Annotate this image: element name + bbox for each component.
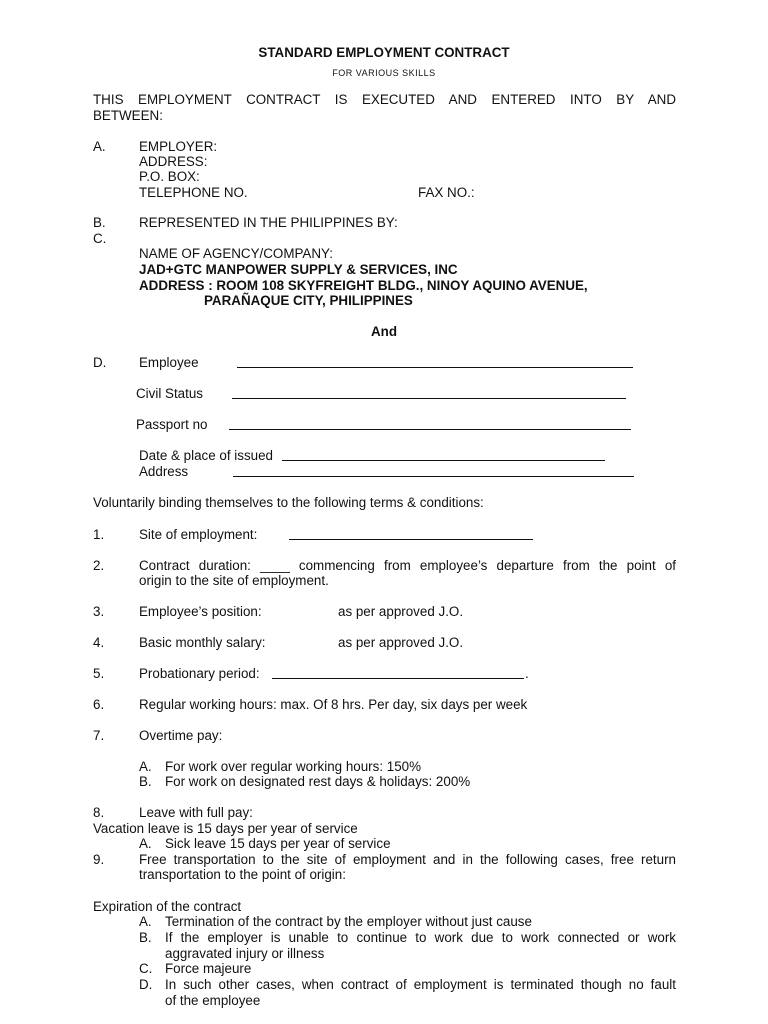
sick-leave-letter: A. [139, 836, 152, 851]
expiration-d-line-2: of the employee [165, 993, 261, 1008]
address-field[interactable] [233, 464, 634, 481]
term-7-number: 7. [93, 728, 105, 743]
overtime-b-letter: B. [139, 774, 152, 789]
expiration-a-text: Termination of the contract by the employer without just cause [165, 914, 532, 929]
probation-period-end: . [525, 666, 529, 681]
document-subtitle: FOR VARIOUS SKILLS [332, 68, 436, 78]
section-c-letter: C. [93, 231, 107, 246]
site-of-employment-field[interactable] [289, 527, 533, 544]
civil-status-label: Civil Status [136, 386, 203, 401]
probation-field[interactable] [272, 666, 524, 683]
agency-name: JAD+GTC MANPOWER SUPPLY & SERVICES, INC [139, 262, 458, 277]
term-1-number: 1. [93, 527, 105, 542]
employee-field[interactable] [237, 355, 633, 372]
intro-line-2: BETWEEN: [93, 108, 163, 123]
employer-address-label: ADDRESS: [139, 154, 208, 169]
term-9-number: 9. [93, 852, 105, 867]
overtime-label: Overtime pay: [139, 728, 223, 743]
overtime-a-letter: A. [139, 759, 152, 774]
overtime-a-text: For work over regular working hours: 150% [165, 759, 422, 774]
term-3-number: 3. [93, 604, 105, 619]
fax-label: FAX NO.: [418, 185, 475, 200]
term-6-number: 6. [93, 697, 105, 712]
civil-status-field[interactable] [232, 386, 626, 403]
probation-label: Probationary period: [139, 666, 260, 681]
binding-text: Voluntarily binding themselves to the following terms & conditions: [93, 495, 484, 510]
passport-field[interactable] [229, 417, 631, 434]
term-8-number: 8. [93, 805, 105, 820]
sick-leave-text: Sick leave 15 days per year of service [165, 836, 391, 851]
expiration-b-line-1: If the employer is unable to continue to work due to work connected or work [165, 930, 676, 945]
expiration-a-letter: A. [139, 914, 152, 929]
agency-address-line-2: PARAÑAQUE CITY, PHILIPPINES [204, 293, 413, 308]
transportation-line-2: transportation to the point of origin: [139, 867, 346, 882]
address-label: Address [139, 464, 189, 479]
expiration-c-letter: C. [139, 961, 153, 976]
section-d-letter: D. [93, 355, 107, 370]
document-title: STANDARD EMPLOYMENT CONTRACT [258, 45, 510, 60]
expiration-c-text: Force majeure [165, 961, 252, 976]
term-2-number: 2. [93, 558, 105, 573]
and-text: And [370, 324, 398, 339]
date-place-field[interactable] [282, 448, 605, 465]
transportation-line-1: Free transportation to the site of employment and in the following cases, free return [139, 852, 676, 867]
leave-label: Leave with full pay: [139, 805, 253, 820]
passport-label: Passport no [136, 417, 208, 432]
salary-label: Basic monthly salary: [139, 635, 266, 650]
overtime-b-text: For work on designated rest days & holidays: 200% [165, 774, 471, 789]
expiration-b-letter: B. [139, 930, 152, 945]
vacation-leave-text: Vacation leave is 15 days per year of service [93, 821, 358, 836]
expiration-d-line-1: In such other cases, when contract of employment is terminated though no fault [165, 977, 676, 992]
employee-label: Employee [139, 355, 199, 370]
section-a-letter: A. [93, 139, 106, 154]
term-5-number: 5. [93, 666, 105, 681]
term-4-number: 4. [93, 635, 105, 650]
expiration-b-line-2: aggravated injury or illness [165, 946, 325, 961]
agency-name-label: NAME OF AGENCY/COMPANY: [139, 246, 333, 261]
contract-duration-line-1: Contract duration: ____ commencing from employee’s departure from the point of [139, 558, 676, 573]
expiration-heading: Expiration of the contract [93, 899, 242, 914]
intro-line-1: THIS EMPLOYMENT CONTRACT IS EXECUTED AND ENTERED INTO BY AND [93, 92, 676, 107]
section-b-letter: B. [93, 215, 106, 230]
telephone-label: TELEPHONE NO. [139, 185, 248, 200]
employer-label: EMPLOYER: [139, 139, 218, 154]
expiration-d-letter: D. [139, 977, 153, 992]
position-label: Employee’s position: [139, 604, 262, 619]
represented-by-label: REPRESENTED IN THE PHILIPPINES BY: [139, 215, 398, 230]
working-hours-text: Regular working hours: max. Of 8 hrs. Per day, six days per week [139, 697, 528, 712]
agency-address-line-1: ADDRESS : ROOM 108 SKYFREIGHT BLDG., NINOY AQUINO AVENUE, [139, 278, 588, 293]
date-place-label: Date & place of issued [139, 448, 273, 463]
contract-duration-line-2: origin to the site of employment. [139, 573, 329, 588]
pobox-label: P.O. BOX: [139, 169, 200, 184]
site-of-employment-label: Site of employment: [139, 527, 258, 542]
salary-value: as per approved J.O. [338, 635, 464, 650]
position-value: as per approved J.O. [338, 604, 464, 619]
